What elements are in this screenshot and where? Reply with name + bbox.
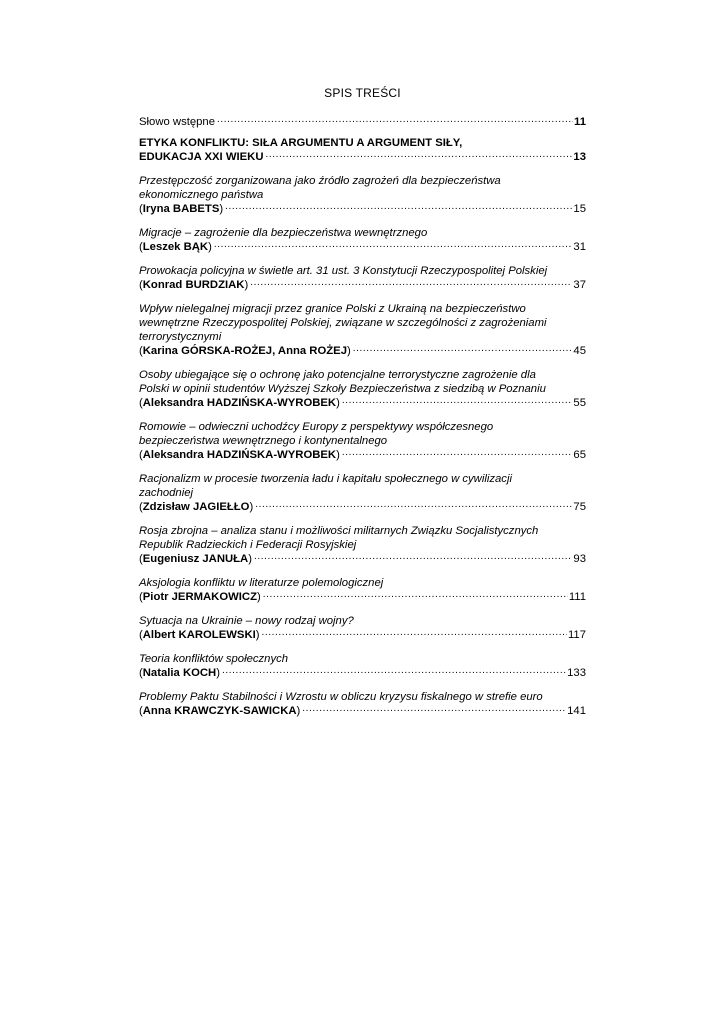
toc-entry-title-line: Republik Radzieckich i Federacji Rosyjskiej — [139, 539, 357, 551]
author-name: Albert KAROLEWSKI — [142, 629, 256, 641]
toc-entry-title-line: Rosja zbrojna – analiza stanu i możliwości militarnych Związku Socjalistycznych — [139, 525, 539, 537]
toc-entry-title-line: Teoria konfliktów społecznych — [139, 653, 289, 665]
toc-entry-label: Słowo wstępne — [139, 116, 215, 128]
toc-entry[interactable] — [139, 136, 586, 164]
toc-entry-page-number: 75 — [573, 501, 586, 513]
author-close-paren: ) — [296, 705, 301, 717]
toc-entry[interactable] — [139, 174, 586, 216]
toc-entry-author — [139, 448, 340, 462]
author-close-paren: ) — [216, 667, 220, 679]
toc-entry-author — [139, 552, 252, 566]
toc-entry-title-line: Problemy Paktu Stabilności i Wzrostu w obliczu kryzysu fiskalnego w strefie euro — [139, 691, 543, 703]
author-name: Iryna BABETS — [142, 203, 220, 215]
toc-entry-page-number: 37 — [573, 279, 586, 291]
dot-leader — [225, 202, 572, 212]
author-open-paren: ( — [139, 553, 143, 565]
toc-entry-leader-line — [139, 150, 586, 164]
toc-entry[interactable] — [139, 524, 586, 566]
toc-entry-title-line: Romowie – odwieczni uchodźcy Europy z perspektywy współczesnego — [139, 421, 494, 433]
toc-entry-leader-line — [139, 202, 586, 216]
toc-entry-leader-line — [139, 628, 586, 642]
author-close-paren: ) — [257, 591, 261, 603]
author-close-paren: ) — [208, 241, 212, 253]
toc-entry-author — [139, 628, 260, 642]
author-open-paren: ( — [139, 279, 143, 291]
table-of-contents — [139, 115, 586, 728]
author-open-paren: ( — [139, 501, 143, 513]
toc-entry-leader-line — [139, 666, 586, 680]
toc-entry[interactable] — [139, 472, 586, 514]
author-name: Aleksandra HADZIŃSKA-WYROBEK — [142, 397, 337, 409]
toc-entry-title-line: Racjonalizm w procesie tworzenia ładu i kapitału społecznego w cywilizacji — [139, 473, 512, 485]
author-close-paren: ) — [255, 629, 260, 641]
toc-entry-page-number: 15 — [573, 203, 586, 215]
toc-entry-page-number: 117 — [567, 629, 586, 641]
dot-leader — [214, 240, 573, 250]
toc-entry-author — [139, 590, 261, 604]
toc-entry[interactable] — [139, 302, 586, 358]
toc-entry-title-line: ETYKA KONFLIKTU: SIŁA ARGUMENTU A ARGUMENT SIŁY, — [139, 137, 463, 149]
author-close-paren: ) — [248, 553, 252, 565]
author-name: Karina GÓRSKA-ROŻEJ, Anna ROŻEJ — [142, 345, 347, 357]
toc-entry-author — [139, 240, 212, 254]
author-open-paren: ( — [139, 345, 143, 357]
dot-leader — [342, 448, 573, 458]
toc-entry-page-number: 13 — [573, 151, 586, 163]
dot-leader — [250, 278, 572, 288]
toc-entry[interactable] — [139, 690, 586, 718]
author-name: Konrad BURDZIAK — [142, 279, 245, 291]
author-name: Anna KRAWCZYK-SAWICKA — [142, 705, 297, 717]
author-close-paren: ) — [336, 397, 340, 409]
author-open-paren: ( — [139, 705, 143, 717]
author-name: Natalia KOCH — [142, 667, 217, 679]
dot-leader — [266, 150, 573, 160]
toc-entry-title-line: Osoby ubiegające się o ochronę jako potencjalne terrorystyczne zagrożenie dla — [139, 369, 536, 381]
toc-entry-title-line: Aksjologia konfliktu w literaturze polemologicznej — [139, 577, 384, 589]
author-name: Zdzisław JAGIEŁŁO — [142, 501, 250, 513]
author-open-paren: ( — [139, 629, 143, 641]
toc-entry-page-number: 93 — [573, 553, 586, 565]
author-name: Eugeniusz JANUŁA — [142, 553, 249, 565]
dot-leader — [262, 628, 567, 638]
toc-entry-author — [139, 666, 220, 680]
toc-entry-leader-line — [139, 240, 586, 254]
toc-entry-leader-line — [139, 552, 586, 566]
author-close-paren: ) — [244, 279, 249, 291]
toc-entry-page-number: 133 — [567, 667, 586, 679]
dot-leader — [263, 590, 568, 600]
author-open-paren: ( — [139, 591, 143, 603]
toc-entry-title-line: zachodniej — [139, 487, 194, 499]
toc-entry-title-line: bezpieczeństwa wewnętrznego i kontynentalnego — [139, 435, 388, 447]
author-open-paren: ( — [139, 397, 143, 409]
author-open-paren: ( — [139, 241, 143, 253]
toc-entry-title-line: terrorystycznymi — [139, 331, 222, 343]
toc-entry[interactable] — [139, 576, 586, 604]
dot-leader — [302, 704, 566, 714]
toc-entry-page-number: 111 — [568, 591, 586, 603]
toc-entry-page-number: 45 — [573, 345, 586, 357]
toc-entry-page-number: 141 — [567, 705, 586, 717]
dot-leader — [353, 344, 573, 354]
toc-entry-leader-line — [139, 344, 586, 358]
dot-leader — [217, 115, 573, 125]
toc-entry-leader-line — [139, 448, 586, 462]
toc-entry-page-number: 31 — [573, 241, 586, 253]
author-close-paren: ) — [346, 345, 351, 357]
toc-entry-leader-line — [139, 590, 586, 604]
toc-entry-leader-line — [139, 704, 586, 718]
toc-entry-title-line: ekonomicznego państwa — [139, 189, 264, 201]
toc-entry-author — [139, 344, 351, 358]
toc-entry[interactable] — [139, 368, 586, 410]
toc-entry[interactable] — [139, 614, 586, 642]
author-close-paren: ) — [219, 203, 224, 215]
toc-entry-author — [139, 396, 340, 410]
author-name: Aleksandra HADZIŃSKA-WYROBEK — [142, 449, 337, 461]
toc-entry-title-line: Wpływ nielegalnej migracji przez granice Polski z Ukrainą na bezpieczeństwo — [139, 303, 526, 315]
toc-entry-leader-line — [139, 278, 586, 292]
toc-entry-author — [139, 202, 223, 216]
toc-entry-label: EDUKACJA XXI WIEKU — [139, 151, 264, 163]
toc-entry-author — [139, 278, 248, 292]
toc-entry-leader-line — [139, 396, 586, 410]
toc-entry-leader-line — [139, 500, 586, 514]
toc-entry-title-line: Sytuacja na Ukrainie – nowy rodzaj wojny? — [139, 615, 354, 627]
toc-entry-page-number: 55 — [573, 397, 586, 409]
toc-entry[interactable] — [139, 226, 586, 254]
toc-entry[interactable] — [139, 264, 586, 292]
toc-entry[interactable] — [139, 420, 586, 462]
page-title: SPIS TREŚCI — [324, 86, 401, 100]
author-open-paren: ( — [139, 667, 143, 679]
dot-leader — [255, 500, 572, 510]
author-open-paren: ( — [139, 449, 143, 461]
toc-entry-leader-line — [139, 115, 586, 129]
toc-entry-page-number: 65 — [573, 449, 586, 461]
toc-entry-title-line: Przestępczość zorganizowana jako źródło zagrożeń dla bezpieczeństwa — [139, 175, 501, 187]
toc-entry-page-number: 11 — [574, 116, 586, 128]
toc-entry-author — [139, 704, 300, 718]
toc-entry[interactable] — [139, 115, 586, 129]
dot-leader — [342, 396, 573, 406]
author-open-paren: ( — [139, 203, 143, 215]
toc-entry-title-line: Migracje – zagrożenie dla bezpieczeństwa wewnętrznego — [139, 227, 428, 239]
toc-entry-title-line: wewnętrzne Rzeczypospolitej Polskiej, związane w szczególności z zagrożeniami — [139, 317, 547, 329]
author-close-paren: ) — [249, 501, 254, 513]
author-name: Leszek BĄK — [142, 241, 209, 253]
author-close-paren: ) — [336, 449, 340, 461]
toc-entry-title-line: Polski w opinii studentów Wyższej Szkoły Bezpieczeństwa z siedzibą w Poznaniu — [139, 383, 546, 395]
dot-leader — [222, 666, 566, 676]
toc-entry[interactable] — [139, 652, 586, 680]
author-name: Piotr JERMAKOWICZ — [142, 591, 257, 603]
toc-entry-title-line: Prowokacja policyjna w świetle art. 31 ust. 3 Konstytucji Rzeczypospolitej Polskiej — [139, 265, 548, 277]
dot-leader — [254, 552, 572, 562]
toc-entry-author — [139, 500, 253, 514]
